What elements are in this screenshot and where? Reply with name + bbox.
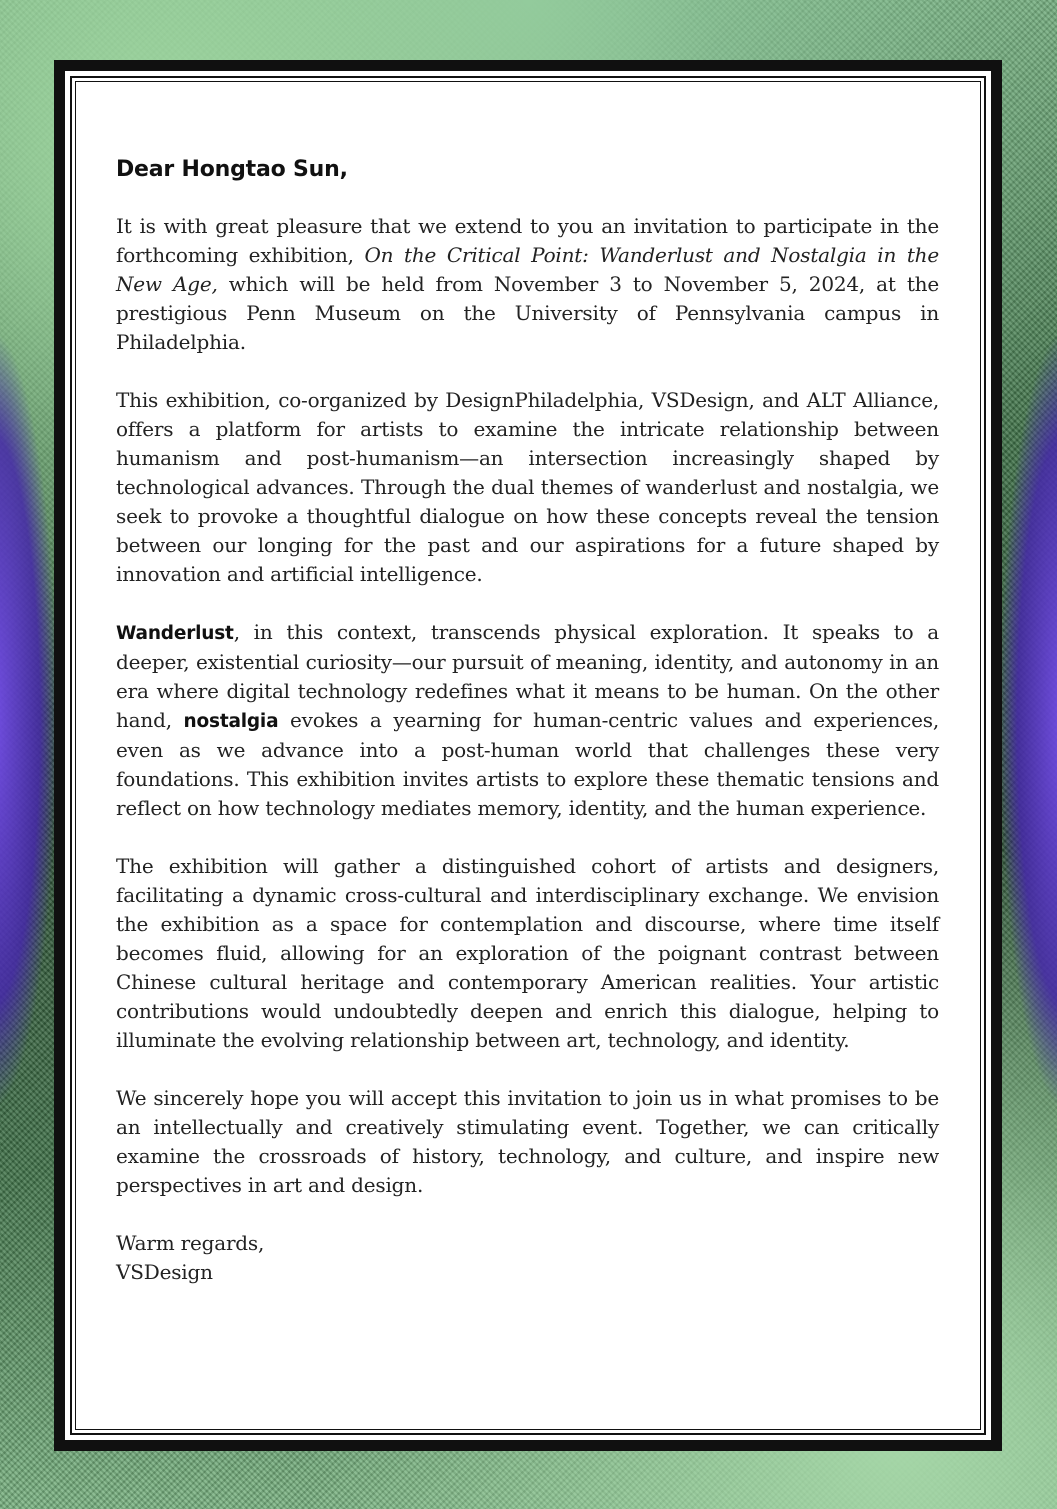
themes-text-1: , in this context, transcends physical exploration. It speaks to a deeper, existential curiosity—our pursuit of meaning, identity, and autonomy in an era where digital technology redefines what it means to be human. On the other hand, xyxy=(116,620,939,732)
paragraph-themes xyxy=(116,618,939,823)
letter-body xyxy=(116,155,939,1287)
invitation-text-1: It is with great pleasure that we extend to you an invitation to participate in the forthcoming exhibition, xyxy=(116,214,939,267)
keyword-nostalgia: nostalgia xyxy=(183,711,279,732)
paragraph-closing-hope: We sincerely hope you will accept this invitation to join us in what promises to be an intellectually and creatively stimulating event. Together, we can critically examine the crossroads of history, technology, and culture, and inspire new perspectives in art and design. xyxy=(116,1086,939,1197)
letter-paper xyxy=(65,71,991,1440)
invitation-text-2: which will be held from November 3 to November 5, 2024, at the prestigious Penn Museum on the University of Pennsylvania campus in Philadelphia. xyxy=(116,272,939,354)
closing-line: Warm regards, xyxy=(116,1231,265,1255)
paragraph-cohort: The exhibition will gather a distinguished cohort of artists and designers, facilitating a dynamic cross-cultural and interdisciplinary exchange. We envision the exhibition as a space for contemplation and discourse, where time itself becomes fluid, allowing for an exploration of the poignant contrast between Chinese cultural heritage and contemporary American realities. Your artistic contributions would undoubtedly deepen and enrich this dialogue, helping to illuminate the evolving relationship between art, technology, and identity. xyxy=(116,854,939,1052)
signature: VSDesign xyxy=(116,1260,213,1284)
paragraph-exhibition-overview: This exhibition, co-organized by DesignPhiladelphia, VSDesign, and ALT Alliance, offers a platform for artists to examine the intricate relationship between humanism and post-humanism—an intersection increasingly shaped by technological advances. Through the dual themes of wanderlust and nostalgia, we seek to provoke a thoughtful dialogue on how these concepts reveal the tension between our longing for the past and our aspirations for a future shaped by innovation and artificial intelligence. xyxy=(116,388,939,586)
salutation: Dear Hongtao Sun, xyxy=(116,157,348,182)
themes-text-2: evokes a yearning for human-centric values and experiences, even as we advance into a post-human world that challenges these very foundations. This exhibition invites artists to explore these thematic tensions and reflect on how technology mediates memory, identity, and the human experience. xyxy=(116,708,939,820)
letter-frame xyxy=(54,60,1002,1451)
paragraph-invitation xyxy=(116,212,939,357)
exhibition-title: On the Critical Point: Wanderlust and Nostalgia in the New Age, xyxy=(116,243,939,296)
keyword-wanderlust: Wanderlust xyxy=(116,623,234,644)
